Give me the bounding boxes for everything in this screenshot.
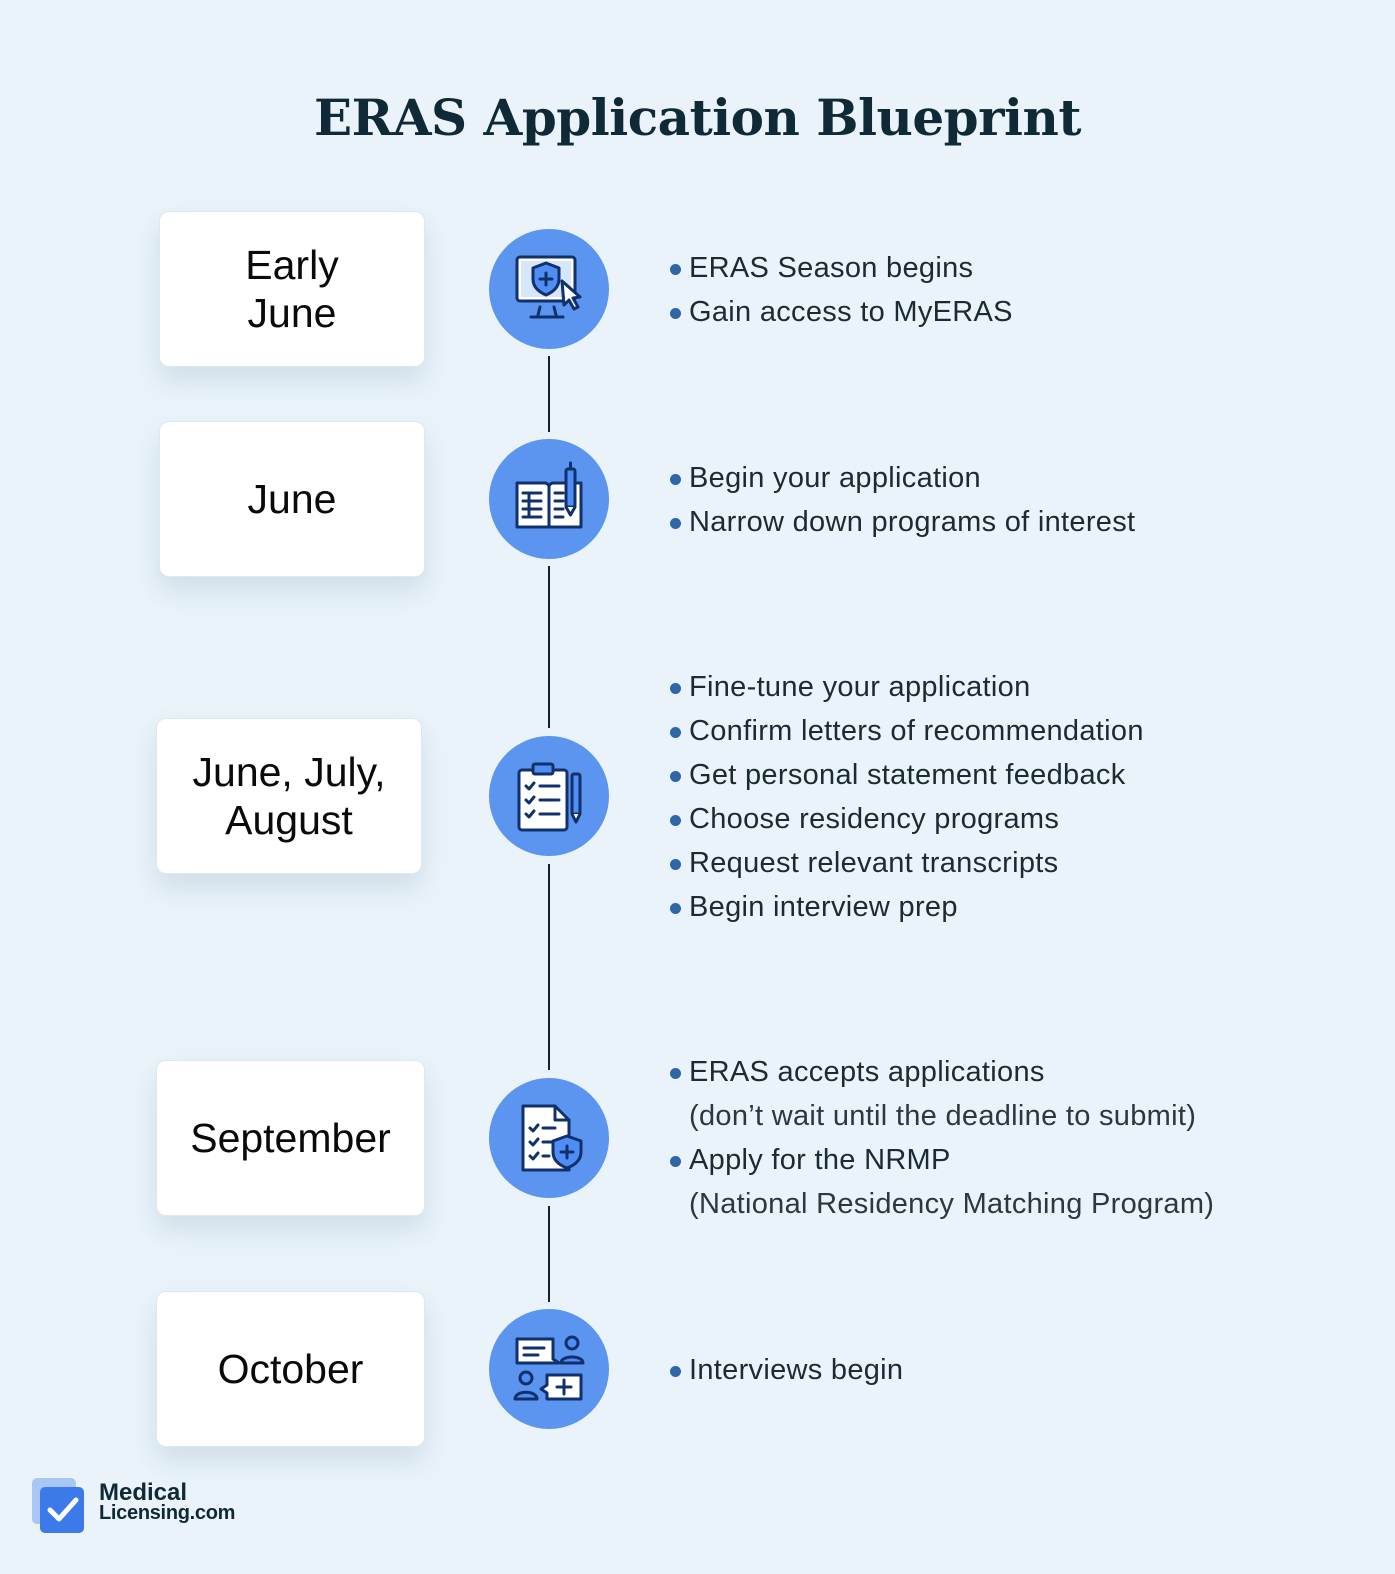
bullet-item	[670, 753, 1144, 797]
bullet-item	[670, 246, 1013, 290]
brand-logo	[32, 1478, 272, 1538]
timeline-icon-circle	[489, 229, 609, 349]
bullet-text: Fine-tune your application	[689, 671, 1031, 703]
timeline-date-box	[156, 718, 422, 874]
computer-shield-icon	[507, 247, 591, 331]
bullet-text: Narrow down programs of interest	[689, 506, 1136, 538]
timeline-bullet-list	[670, 665, 1144, 929]
timeline-icon-circle	[489, 439, 609, 559]
bullet-item	[670, 1138, 1214, 1226]
timeline-icon-circle	[489, 1309, 609, 1429]
bullet-text: Gain access to MyERAS	[689, 296, 1013, 328]
bullet-text: Confirm letters of recommendation	[689, 715, 1144, 747]
bullet-text: Apply for the NRMP	[689, 1144, 951, 1176]
timeline-date-box	[156, 1060, 425, 1216]
timeline-bullet-list	[670, 246, 1013, 334]
timeline-connector	[548, 356, 550, 432]
bullet-item	[670, 885, 1144, 929]
bullet-text: Interviews begin	[689, 1354, 904, 1386]
timeline-connector	[548, 864, 550, 1070]
logo-line1: Medical	[99, 1479, 188, 1506]
timeline-bullet-list	[670, 456, 1135, 544]
timeline-icon-circle	[489, 1078, 609, 1198]
bullet-text: Request relevant transcripts	[689, 847, 1059, 879]
timeline-icon-circle	[489, 736, 609, 856]
checkmark-logo-icon	[32, 1478, 86, 1534]
book-pen-icon	[507, 457, 591, 541]
timeline-date-label: October	[217, 1346, 364, 1392]
logo-line2: Licensing.com	[99, 1502, 236, 1524]
timeline-connector	[548, 1206, 550, 1302]
bullet-item	[670, 1348, 903, 1392]
bullet-item	[670, 1050, 1214, 1138]
timeline-bullet-list	[670, 1348, 903, 1392]
timeline-date-label: Early June	[245, 242, 339, 336]
bullet-item	[670, 500, 1135, 544]
document-shield-icon	[507, 1096, 591, 1180]
bullet-subtext: (National Residency Matching Program)	[689, 1188, 1215, 1220]
timeline-bullet-list	[670, 1050, 1214, 1226]
timeline-date-box	[156, 1291, 425, 1447]
bullet-item	[670, 797, 1144, 841]
bullet-item	[670, 456, 1135, 500]
clipboard-checklist-icon	[507, 754, 591, 838]
bullet-text: Begin interview prep	[689, 891, 958, 923]
timeline-connector	[548, 566, 550, 728]
bullet-subtext: (don’t wait until the deadline to submit)	[689, 1100, 1197, 1132]
logo-wordmark	[99, 1479, 236, 1524]
bullet-text: Get personal statement feedback	[689, 759, 1126, 791]
timeline-date-label: June	[247, 476, 337, 522]
bullet-item	[670, 709, 1144, 753]
bullet-item	[670, 290, 1013, 334]
bullet-item	[670, 841, 1144, 885]
bullet-text: Begin your application	[689, 462, 981, 494]
bullet-text: ERAS Season begins	[689, 252, 974, 284]
interview-chat-icon	[507, 1327, 591, 1411]
timeline-date-label: June, July, August	[192, 749, 386, 843]
timeline-date-label: September	[190, 1115, 391, 1161]
page-title: ERAS Application Blueprint	[314, 88, 1081, 147]
bullet-item	[670, 665, 1144, 709]
timeline-date-box	[159, 211, 425, 367]
bullet-text: Choose residency programs	[689, 803, 1060, 835]
timeline-date-box	[159, 421, 425, 577]
bullet-text: ERAS accepts applications	[689, 1056, 1045, 1088]
